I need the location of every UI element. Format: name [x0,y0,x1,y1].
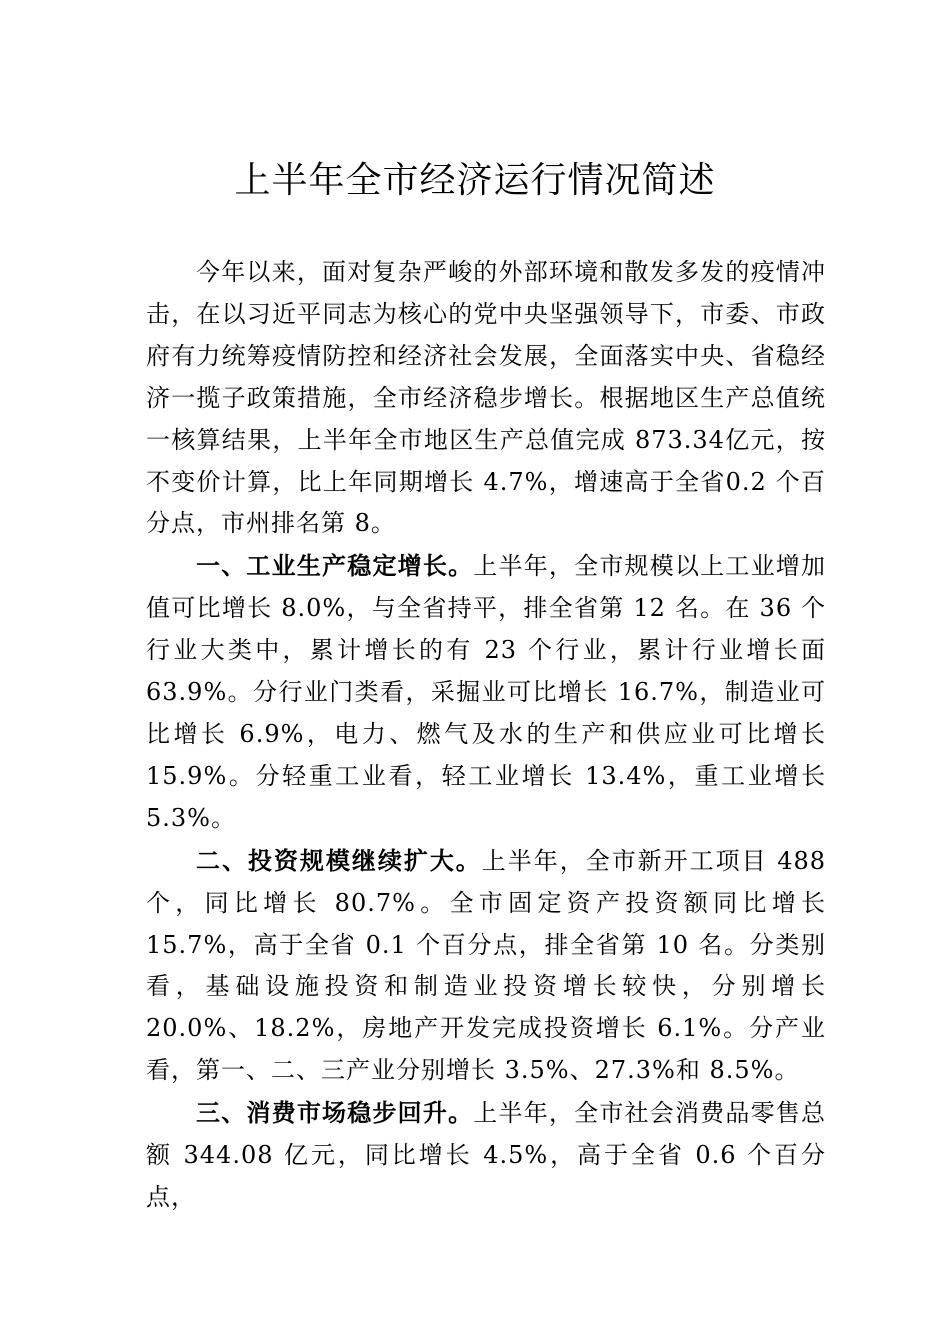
section-text-investment: 上半年，全市新开工项目 488个，同比增长 80.7%。全市固定资产投资额同比增长 15.7%，高于全省 0.1 个百分点，排全省第 10 名。分类别看，基础设施投资和制造业投资增长较快，分别增长 20.0%、18.2%，房地产开发完成投资增长 6.1%。分产业看，第一、二、三产业分别增长 3.5%、27.3%和 8.5%。 [146,846,827,1085]
document-title: 上半年全市经济运行情况简述 [234,160,716,201]
section-paragraph-industry [146,545,826,839]
section-paragraph-consumption [146,1092,826,1219]
section-text-consumption: 上半年，全市社会消费品零售总额 344.08 亿元，同比增长 4.5%，高于全省 0.6 个百分点， [146,1099,827,1211]
section-heading-industry: 一、工业生产稳定增长。 [196,551,474,581]
intro-paragraph: 今年以来，面对复杂严峻的外部环境和散发多发的疫情冲击，在以习近平同志为核心的党中央坚强领导下，市委、市政府有力统筹疫情防控和经济社会发展，全面落实中央、省稳经济一揽子政策措施，全市经济稳步增长。根据地区生产总值统一核算结果，上半年全市地区生产总值完成 873.34亿元，按不变价计算，比上年同期增长 4.7%，增速高于全省0.2 个百分点，市州排名第 8。 [146,258,826,538]
section-text-industry: 上半年，全市规模以上工业增加值可比增长 8.0%，与全省持平，排全省第 12 名。在 36 个行业大类中，累计增长的有 23 个行业，累计行业增长面63.9%。分行业门类看，采掘业可比增长 16.7%，制造业可比增长 6.9%，电力、燃气及水的生产和供应业可比增长15.9%。分轻重工业看，轻工业增长 13.4%，重工业增长5.3%。 [146,552,827,832]
section-paragraph-investment [146,840,826,1092]
document-body [146,252,826,1219]
section-heading-investment: 二、投资规模继续扩大。 [196,845,482,875]
section-heading-consumption: 三、消费市场稳步回升。 [196,1098,474,1128]
